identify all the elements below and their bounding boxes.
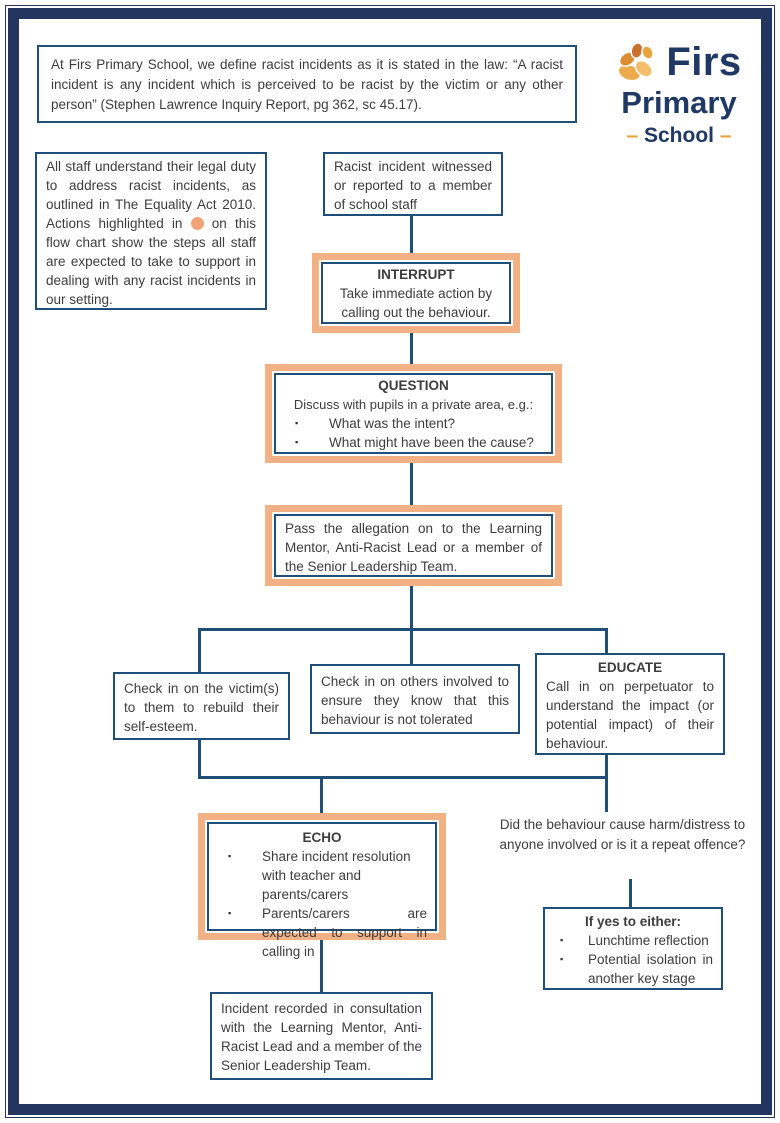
connector-line: [410, 586, 413, 628]
node-check-others: Check in on others involved to ensure they know that this behaviour is not tolerated: [310, 664, 520, 734]
node-question-title: QUESTION: [378, 378, 449, 393]
school-logo-icon: [616, 41, 660, 85]
legal-text-after: on this flow chart show the steps all staff are expected to take to support in dealing with any racist incidents in our setting.: [46, 216, 256, 307]
bullet-square-icon: ▪: [295, 418, 299, 428]
connector-line: [320, 940, 323, 992]
connector-line: [605, 755, 608, 812]
node-incident-witnessed: Racist incident witnessed or reported to a member of school staff: [323, 152, 503, 216]
definition-box: [37, 45, 577, 123]
node-if-yes-title: If yes to either:: [584, 914, 682, 929]
bullet-square-icon: ▪: [560, 954, 564, 964]
connector-line: [605, 628, 608, 653]
highlight-circle-icon: [191, 217, 204, 230]
legal-text-before: All staff understand their legal duty to address racist incidents, as outlined in The Equality Act 2010. Actions highlighted in: [46, 159, 256, 231]
school-logo: [594, 40, 764, 151]
logo-dash-right: –: [719, 124, 732, 147]
node-interrupt-title: INTERRUPT: [377, 267, 455, 282]
connector-line: [410, 463, 413, 505]
node-question-lead: Discuss with pupils in a private area, e.g.:: [293, 397, 534, 412]
connector-line: [198, 628, 201, 672]
node-question: [265, 364, 562, 463]
legal-duty-box: [35, 152, 267, 310]
harm-question-text: Did the behaviour cause harm/distress to anyone involved or is it a repeat offence?: [499, 817, 746, 852]
connector-line: [198, 740, 201, 779]
list-item: ▪ What was the intent?: [282, 414, 545, 433]
bullet-square-icon: ▪: [295, 437, 299, 447]
node-educate-text: Call in on perpetuator to understand the impact (or potential impact) of their behaviour.: [546, 679, 714, 751]
node-echo-title: ECHO: [302, 830, 342, 845]
bullet-square-icon: ▪: [228, 908, 232, 918]
bullet-square-icon: ▪: [560, 935, 564, 945]
connector-line: [410, 216, 413, 253]
connector-line: [198, 628, 608, 631]
logo-text-primary: Primary: [621, 85, 737, 120]
logo-text-firs: Firs: [666, 40, 742, 84]
node-educate-title: EDUCATE: [597, 660, 663, 675]
node-echo: [198, 813, 446, 959]
node-incident-recorded: Incident recorded in consultation with the Learning Mentor, Anti-Racist Lead and a member of the Senior Leadership Team.: [210, 992, 433, 1080]
connector-line: [320, 776, 323, 813]
node-educate: [535, 653, 725, 755]
bullet-square-icon: ▪: [228, 851, 232, 861]
connector-line: [629, 879, 632, 907]
connector-line: [198, 776, 608, 779]
list-item: ▪ Parents/carers are expected to support in calling in: [215, 904, 429, 961]
connector-line: [410, 333, 413, 364]
list-item: ▪ Share incident resolution with teacher and parents/carers: [215, 847, 429, 904]
node-interrupt-text: Take immediate action by calling out the behaviour.: [339, 286, 493, 320]
logo-text-school: – School –: [626, 124, 732, 147]
node-pass-allegation: Pass the allegation on to the Learning Mentor, Anti-Racist Lead or a member of the Senior Leadership Team.: [265, 505, 562, 586]
node-check-victims: Check in on the victim(s) to them to rebuild their self-esteem.: [113, 672, 290, 740]
list-item: ▪ What might have been the cause?: [282, 433, 545, 452]
node-interrupt: [312, 253, 520, 333]
list-item: ▪ Potential isolation in another key stage: [551, 950, 715, 988]
logo-dash-left: –: [626, 124, 639, 147]
definition-text: At Firs Primary School, we define racist incidents as it is stated in the law: “A racist incident is any incident which is perceived to be racist by the victim or any other person” (Stephen Lawrence Inquiry Report, pg 362, sc 45.17).: [51, 57, 563, 112]
list-item: ▪ Lunchtime reflection: [551, 931, 715, 950]
connector-line: [410, 628, 413, 664]
node-if-yes: [543, 907, 723, 990]
